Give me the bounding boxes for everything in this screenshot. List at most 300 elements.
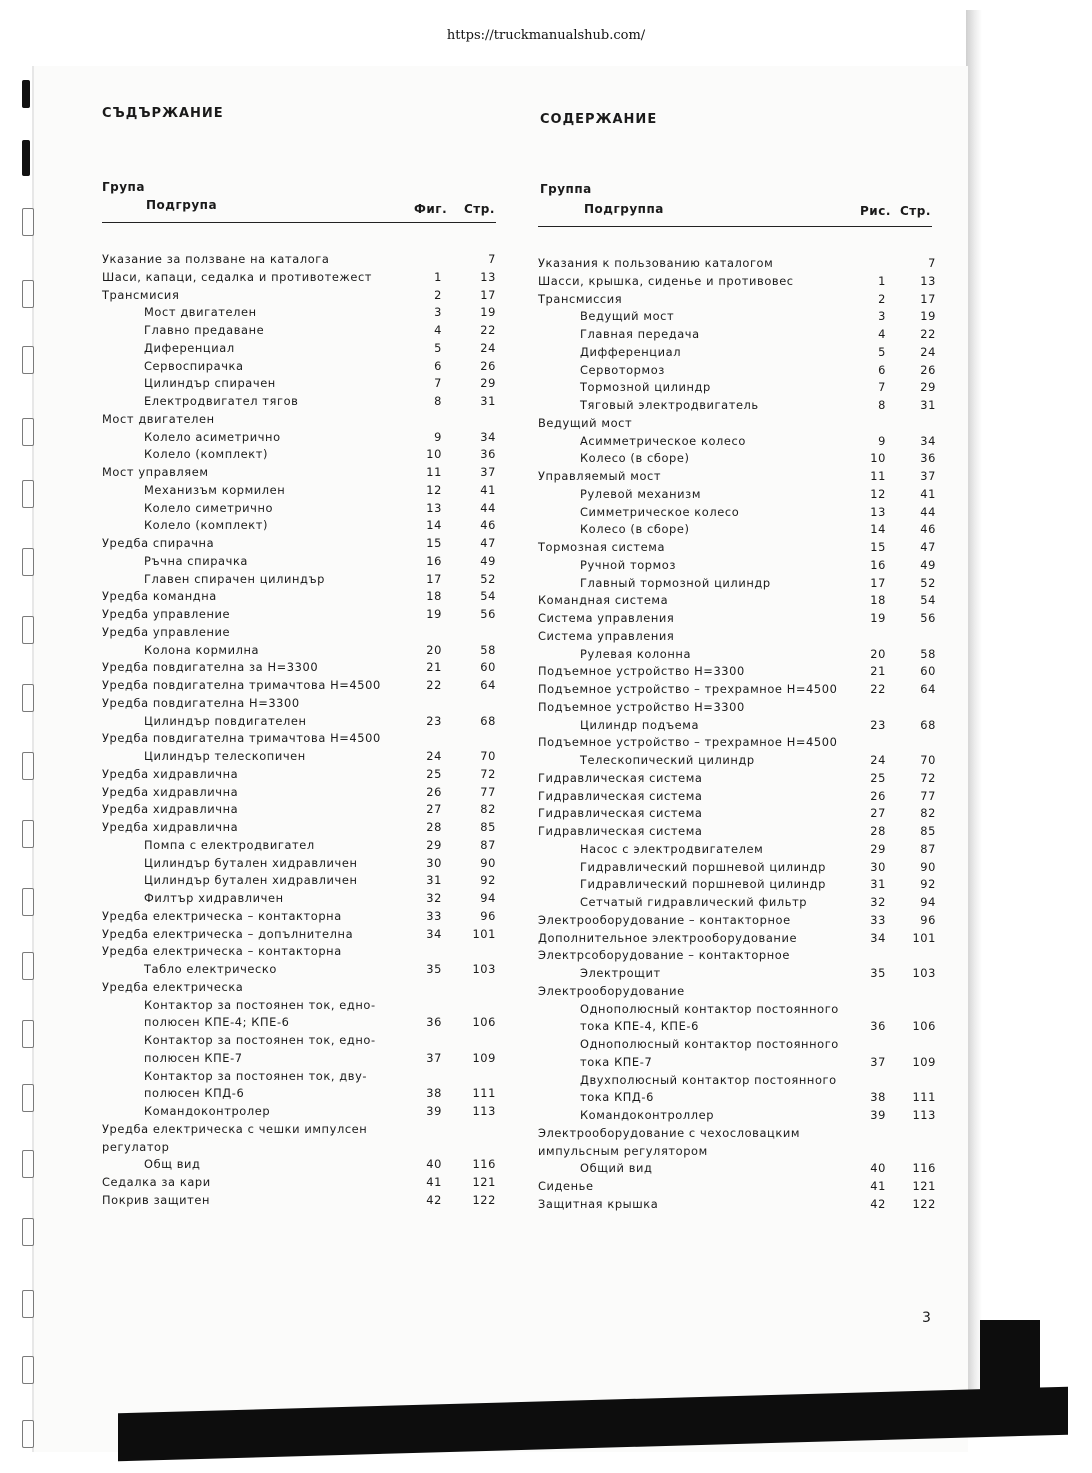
toc-entry-label: Общ вид	[144, 1157, 201, 1172]
toc-entry-page: 82	[480, 802, 496, 817]
toc-entry-figure: 41	[426, 1175, 442, 1189]
toc-entry-page: 68	[920, 717, 936, 732]
toc-entry-figure: 19	[870, 611, 886, 625]
toc-entry-label: Электрооборудование	[538, 983, 685, 998]
toc-entry-figure: 7	[434, 376, 442, 391]
toc-entry-label: Сервоспирачка	[144, 358, 244, 373]
toc-entry-page: 64	[480, 678, 496, 692]
toc-entry-label: Контактор за постоянен ток, дву-	[144, 1068, 368, 1083]
toc-entry-page: 106	[912, 1019, 936, 1034]
toc-entry-page: 70	[920, 753, 936, 767]
toc-entry-figure: 19	[426, 607, 442, 621]
toc-entry-figure: 27	[870, 806, 886, 821]
toc-entry-label: Трансмиссия	[538, 291, 623, 306]
toc-entry-label: Шаси, капаци, седалка и противотежест	[102, 269, 373, 284]
toc-entry-label: Гидравлическая система	[538, 806, 703, 821]
toc-entry-label: Гидравлическая система	[538, 788, 703, 803]
toc-entry-page: 44	[920, 504, 936, 519]
toc-entry-label: Общий вид	[580, 1161, 653, 1176]
scan-shadow-corner	[980, 1320, 1040, 1410]
binder-hole	[22, 616, 34, 644]
page-number: 3	[922, 1310, 931, 1326]
toc-entry-figure: 18	[870, 593, 886, 608]
toc-entry-figure: 8	[878, 398, 886, 412]
binder-hole	[22, 1084, 34, 1112]
toc-entry-page: 122	[912, 1196, 936, 1211]
toc-entry-figure: 6	[878, 362, 886, 377]
toc-entry-label: Уредба електрическа	[102, 979, 244, 994]
toc-entry-page: 122	[472, 1192, 496, 1207]
right-page-header: Стр.	[900, 204, 931, 218]
toc-entry-page: 103	[912, 966, 936, 980]
toc-entry-page: 54	[920, 593, 936, 608]
toc-entry-figure: 8	[434, 394, 442, 408]
toc-entry-page: 90	[480, 855, 496, 870]
toc-entry-label: Двухполюсный контактор постоянного	[580, 1072, 837, 1087]
toc-entry-figure: 16	[870, 557, 886, 572]
binder-hole	[22, 280, 34, 308]
toc-entry-page: 101	[472, 926, 496, 941]
paper-edge	[966, 10, 982, 1410]
toc-entry-label: Уредба електрическа – контакторна	[102, 944, 342, 959]
toc-entry-page: 36	[920, 451, 936, 466]
toc-entry-page: 82	[920, 806, 936, 821]
toc-entry-label: Гидравлический поршневой цилиндр	[580, 877, 826, 892]
toc-entry-label: Управляемый мост	[538, 469, 662, 483]
toc-entry-label: Колона кормилна	[144, 642, 260, 657]
toc-entry-page: 37	[480, 465, 496, 479]
toc-entry-label: Колело (комплект)	[144, 518, 268, 533]
toc-entry-figure: 29	[870, 841, 886, 856]
toc-entry-figure: 20	[426, 642, 442, 657]
left-fig-header: Фиг.	[414, 202, 448, 216]
toc-entry-figure: 26	[426, 784, 442, 799]
toc-entry-label: Уредба повдигателна за H=3300	[102, 660, 319, 675]
toc-entry-figure: 3	[878, 309, 886, 324]
toc-entry-page: 13	[920, 273, 936, 288]
toc-entry-label: Дополнительное электрооборудование	[538, 930, 798, 945]
binder-hole	[22, 1150, 34, 1178]
toc-entry-figure: 41	[870, 1179, 886, 1193]
toc-entry-figure: 38	[426, 1086, 442, 1101]
toc-entry-page: 49	[920, 557, 936, 572]
toc-entry-figure: 10	[426, 447, 442, 462]
toc-entry-label: Механизъм кормилен	[144, 482, 286, 497]
toc-entry-figure: 38	[870, 1090, 886, 1105]
toc-entry-figure: 1	[434, 269, 442, 284]
toc-entry-label: Мост двигателен	[102, 411, 215, 426]
toc-entry-figure: 22	[870, 682, 886, 696]
toc-entry-label: Подъемное устройство – трехрамное H=4500	[538, 735, 838, 750]
toc-entry-label: Уредба повдигателна тримачтова H=4500	[102, 678, 381, 692]
binder-hole	[22, 1218, 34, 1246]
toc-entry-page: 92	[480, 873, 496, 888]
toc-entry-figure: 6	[434, 358, 442, 373]
toc-entry-page: 116	[912, 1161, 936, 1176]
toc-entry-page: 72	[480, 766, 496, 781]
toc-entry-figure: 18	[426, 589, 442, 604]
toc-entry-label: Главно предаване	[144, 323, 265, 337]
binder-hole	[22, 140, 30, 176]
toc-entry-page: 47	[920, 540, 936, 554]
toc-entry-figure: 31	[426, 873, 442, 888]
toc-entry-figure: 25	[870, 770, 886, 785]
toc-entry-figure: 17	[870, 575, 886, 590]
toc-entry-label: Насос с электродвигателем	[580, 841, 764, 856]
toc-entry-label: Однополюсный контактор постоянного	[580, 1001, 839, 1016]
toc-entry-label: Гидравлический поршневой цилиндр	[580, 859, 826, 874]
toc-entry-figure: 12	[426, 482, 442, 497]
toc-entry-figure: 34	[426, 926, 442, 941]
toc-entry-figure: 13	[426, 500, 442, 515]
toc-entry-page: 87	[920, 841, 936, 856]
toc-entry-figure: 32	[870, 895, 886, 909]
toc-entry-label: полюсен КПЕ-7	[144, 1050, 243, 1065]
toc-entry-page: 111	[472, 1086, 496, 1101]
toc-entry-figure: 16	[426, 553, 442, 568]
toc-entry-figure: 24	[426, 749, 442, 763]
toc-entry-label: тока КПЕ-7	[580, 1054, 653, 1069]
toc-entry-page: 19	[480, 305, 496, 320]
toc-entry-label: Гидравлическая система	[538, 770, 703, 785]
toc-entry-page: 17	[480, 287, 496, 302]
binder-hole	[22, 1290, 34, 1318]
binder-hole	[22, 480, 34, 508]
toc-entry-figure: 27	[426, 802, 442, 817]
toc-entry-page: 121	[912, 1179, 936, 1193]
toc-entry-figure: 35	[426, 962, 442, 976]
binder-hole	[22, 346, 34, 374]
toc-entry-figure: 15	[870, 540, 886, 554]
toc-entry-page: 37	[920, 469, 936, 483]
toc-entry-label: Система управления	[538, 611, 675, 625]
right-group-header: Группа	[540, 182, 592, 196]
toc-entry-label: Тормозной цилиндр	[580, 380, 711, 395]
toc-entry-label: Ръчна спирачка	[144, 553, 249, 568]
toc-entry-figure: 9	[878, 433, 886, 448]
toc-entry-figure: 2	[878, 291, 886, 306]
toc-entry-figure: 37	[870, 1054, 886, 1069]
toc-entry-figure: 10	[870, 451, 886, 466]
toc-entry-label: Табло електрическо	[144, 962, 277, 976]
toc-entry-label: Сервотормоз	[580, 362, 665, 377]
toc-entry-label: Главен спирачен цилиндър	[144, 571, 325, 586]
toc-entry-label: Электрсоборудование – контакторное	[538, 948, 790, 963]
toc-entry-figure: 11	[870, 469, 886, 483]
toc-entry-figure: 34	[870, 930, 886, 945]
toc-entry-figure: 29	[426, 837, 442, 852]
toc-entry-label: Цилиндър повдигателен	[144, 713, 307, 728]
toc-entry-label: Уредба хидравлична	[102, 784, 239, 799]
toc-entry-label: Колесо (в сборе)	[580, 451, 690, 466]
toc-entry-figure: 25	[426, 766, 442, 781]
toc-entry-page: 26	[480, 358, 496, 373]
left-page-header: Стр.	[464, 202, 495, 216]
toc-entry-label: Филтър хидравличен	[144, 891, 284, 905]
toc-entry-label: Сиденье	[538, 1179, 594, 1193]
toc-entry-figure: 17	[426, 571, 442, 586]
toc-entry-page: 109	[912, 1054, 936, 1069]
toc-entry-figure: 7	[878, 380, 886, 395]
toc-entry-label: Электрощит	[580, 966, 661, 980]
toc-entry-figure: 42	[870, 1196, 886, 1211]
toc-entry-label: Уредба хидравлична	[102, 802, 239, 817]
toc-entry-page: 121	[472, 1175, 496, 1189]
toc-entry-label: Шасси, крышка, сиденье и противовес	[538, 273, 794, 288]
toc-entry-page: 113	[912, 1108, 936, 1122]
toc-entry-label: Уредба повдигателна H=3300	[102, 695, 300, 710]
toc-entry-figure: 23	[426, 713, 442, 728]
toc-entry-page: 52	[920, 575, 936, 590]
toc-entry-label: Главный тормозной цилиндр	[580, 575, 771, 590]
toc-entry-label: Симметрическое колесо	[580, 504, 740, 519]
toc-entry-page: 17	[920, 291, 936, 306]
toc-entry-figure: 37	[426, 1050, 442, 1065]
toc-entry-label: Колело асиметрично	[144, 429, 281, 444]
toc-entry-page: 7	[488, 252, 496, 266]
toc-entry-page: 56	[920, 611, 936, 625]
toc-entry-label: Уредба електрическа – контакторна	[102, 908, 342, 923]
toc-entry-label: Покрив защитен	[102, 1192, 211, 1207]
binder-hole	[22, 208, 34, 236]
toc-entry-figure: 3	[434, 305, 442, 320]
right-subgroup-header: Подгруппа	[584, 202, 664, 216]
binder-hole	[22, 80, 30, 108]
toc-entry-label: Седалка за кари	[102, 1175, 211, 1189]
toc-entry-figure: 4	[878, 327, 886, 341]
toc-entry-page: 26	[920, 362, 936, 377]
toc-entry-label: Цилиндър бутален хидравличен	[144, 873, 358, 888]
toc-entry-label: Помпа с електродвигател	[144, 837, 315, 852]
toc-entry-label: Защитная крышка	[538, 1196, 659, 1211]
toc-entry-figure: 15	[426, 536, 442, 550]
toc-entry-label: Гидравлическая система	[538, 824, 703, 838]
toc-entry-label: Тормозная система	[538, 540, 666, 554]
right-header-rule	[538, 226, 932, 227]
toc-entry-figure: 42	[426, 1192, 442, 1207]
toc-entry-label: Контактор за постоянен ток, едно-	[144, 997, 376, 1012]
toc-entry-page: 113	[472, 1104, 496, 1118]
toc-entry-page: 54	[480, 589, 496, 604]
toc-entry-figure: 28	[426, 820, 442, 834]
toc-entry-label: Цилиндър спирачен	[144, 376, 276, 391]
toc-entry-label: Телескопический цилиндр	[580, 753, 755, 767]
toc-entry-label: Трансмисия	[102, 287, 180, 302]
toc-entry-page: 96	[480, 908, 496, 923]
toc-entry-label: Указания к пользованию каталогом	[538, 256, 774, 270]
toc-entry-label: импульсным регулятором	[538, 1143, 708, 1158]
toc-entry-page: 94	[920, 895, 936, 909]
toc-entry-page: 49	[480, 553, 496, 568]
toc-entry-label: Уредба повдигателна тримачтова H=4500	[102, 731, 381, 746]
toc-entry-label: Тяговый электродвигатель	[580, 398, 759, 412]
toc-entry-label: Подъемное устройство H=3300	[538, 664, 745, 679]
toc-entry-page: 70	[480, 749, 496, 763]
right-heading: СОДЕРЖАНИЕ	[540, 112, 658, 127]
toc-entry-page: 60	[480, 660, 496, 675]
toc-entry-label: Ведущий мост	[538, 415, 633, 430]
toc-entry-figure: 2	[434, 287, 442, 302]
toc-entry-label: Рулевая колонна	[580, 646, 692, 661]
toc-entry-figure: 4	[434, 323, 442, 337]
toc-entry-page: 19	[920, 309, 936, 324]
toc-entry-figure: 5	[878, 344, 886, 359]
toc-entry-label: Подъемное устройство H=3300	[538, 699, 745, 714]
toc-entry-page: 103	[472, 962, 496, 976]
binder-hole	[22, 684, 34, 712]
toc-entry-page: 46	[480, 518, 496, 533]
toc-entry-page: 58	[920, 646, 936, 661]
toc-entry-page: 29	[920, 380, 936, 395]
toc-entry-label: Уредба електрическа – допълнителна	[102, 926, 354, 941]
toc-entry-label: Электрооборудование – контакторное	[538, 912, 791, 927]
toc-entry-page: 94	[480, 891, 496, 905]
right-fig-header: Рис.	[860, 204, 891, 218]
toc-entry-page: 68	[480, 713, 496, 728]
binder-hole	[22, 1420, 34, 1448]
toc-entry-page: 77	[920, 788, 936, 803]
toc-entry-page: 22	[480, 323, 496, 337]
toc-entry-figure: 24	[870, 753, 886, 767]
toc-entry-label: Мост управляем	[102, 465, 209, 479]
toc-entry-label: Уредба електрическа с чешки импулсен	[102, 1121, 368, 1136]
toc-entry-page: 85	[480, 820, 496, 834]
toc-entry-label: Електродвигател тягов	[144, 394, 299, 408]
toc-entry-figure: 36	[870, 1019, 886, 1034]
toc-entry-label: Рулевой механизм	[580, 486, 702, 501]
toc-entry-page: 7	[928, 256, 936, 270]
toc-entry-figure: 22	[426, 678, 442, 692]
toc-entry-figure: 21	[426, 660, 442, 675]
toc-entry-figure: 33	[426, 908, 442, 923]
toc-entry-label: Дифференциал	[580, 344, 682, 359]
toc-entry-page: 31	[480, 394, 496, 408]
toc-entry-label: Сетчатый гидравлический фильтр	[580, 895, 808, 909]
left-subgroup-header: Подгрупа	[146, 198, 218, 212]
toc-entry-label: Колесо (в сборе)	[580, 522, 690, 537]
binder-hole	[22, 1356, 34, 1384]
toc-entry-page: 13	[480, 269, 496, 284]
toc-entry-page: 34	[920, 433, 936, 448]
toc-entry-page: 64	[920, 682, 936, 696]
toc-entry-page: 109	[472, 1050, 496, 1065]
toc-entry-label: Диференциал	[144, 340, 235, 355]
toc-entry-page: 111	[912, 1090, 936, 1105]
toc-entry-figure: 33	[870, 912, 886, 927]
toc-entry-label: полюсен КПД-6	[144, 1086, 245, 1101]
source-url[interactable]: https://truckmanualshub.com/	[446, 28, 646, 43]
binder-hole	[22, 752, 34, 780]
toc-entry-label: Асимметрическое колесо	[580, 433, 746, 448]
toc-entry-figure: 31	[870, 877, 886, 892]
toc-entry-label: Ручной тормоз	[580, 557, 677, 572]
toc-entry-page: 47	[480, 536, 496, 550]
toc-entry-page: 46	[920, 522, 936, 537]
toc-entry-figure: 11	[426, 465, 442, 479]
toc-entry-label: Уредба хидравлична	[102, 820, 239, 834]
toc-entry-figure: 1	[878, 273, 886, 288]
toc-entry-figure: 28	[870, 824, 886, 838]
toc-entry-page: 85	[920, 824, 936, 838]
toc-entry-page: 96	[920, 912, 936, 927]
toc-entry-page: 22	[920, 327, 936, 341]
toc-entry-page: 101	[912, 930, 936, 945]
toc-entry-page: 72	[920, 770, 936, 785]
toc-entry-figure: 40	[870, 1161, 886, 1176]
toc-entry-page: 29	[480, 376, 496, 391]
toc-entry-figure: 23	[870, 717, 886, 732]
toc-entry-label: Цилиндър бутален хидравличен	[144, 855, 358, 870]
toc-entry-label: тока КПЕ-4, КПЕ-6	[580, 1019, 699, 1034]
toc-entry-label: Контактор за постоянен ток, едно-	[144, 1033, 376, 1047]
left-header-rule	[102, 222, 496, 223]
toc-entry-page: 90	[920, 859, 936, 874]
toc-entry-page: 106	[472, 1015, 496, 1030]
left-group-header: Група	[102, 180, 145, 194]
toc-entry-label: Указание за ползване на каталога	[102, 252, 330, 266]
toc-entry-label: Колело симетрично	[144, 500, 274, 515]
toc-entry-label: Ведущий мост	[580, 309, 675, 324]
binder-hole	[22, 1020, 34, 1048]
toc-entry-figure: 40	[426, 1157, 442, 1172]
toc-entry-label: Однополюсный контактор постоянного	[580, 1037, 839, 1051]
toc-entry-figure: 20	[870, 646, 886, 661]
toc-entry-page: 58	[480, 642, 496, 657]
toc-entry-page: 36	[480, 447, 496, 462]
toc-entry-figure: 13	[870, 504, 886, 519]
toc-entry-page: 41	[920, 486, 936, 501]
toc-entry-label: Колело (комплект)	[144, 447, 268, 462]
toc-entry-figure: 12	[870, 486, 886, 501]
binder-hole	[22, 548, 34, 576]
toc-entry-figure: 14	[426, 518, 442, 533]
toc-entry-page: 24	[480, 340, 496, 355]
toc-entry-page: 31	[920, 398, 936, 412]
toc-entry-label: Уредба хидравлична	[102, 766, 239, 781]
left-heading: СЪДЪРЖАНИЕ	[102, 106, 224, 121]
toc-entry-label: Уредба командна	[102, 589, 217, 604]
toc-entry-figure: 5	[434, 340, 442, 355]
toc-entry-label: Уредба управление	[102, 624, 231, 639]
toc-entry-figure: 9	[434, 429, 442, 444]
toc-entry-page: 116	[472, 1157, 496, 1172]
binder-hole	[22, 888, 34, 916]
toc-entry-label: Цилиндр подъема	[580, 717, 700, 732]
toc-entry-figure: 39	[426, 1104, 442, 1118]
toc-entry-label: тока КПД-6	[580, 1090, 654, 1105]
toc-entry-figure: 14	[870, 522, 886, 537]
toc-entry-label: Цилиндър телескопичен	[144, 749, 306, 763]
toc-entry-page: 60	[920, 664, 936, 679]
toc-entry-label: полюсен КПЕ-4; КПЕ-6	[144, 1015, 290, 1030]
toc-entry-page: 92	[920, 877, 936, 892]
toc-entry-page: 24	[920, 344, 936, 359]
toc-entry-page: 87	[480, 837, 496, 852]
toc-entry-figure: 36	[426, 1015, 442, 1030]
toc-entry-figure: 32	[426, 891, 442, 905]
toc-entry-figure: 30	[426, 855, 442, 870]
toc-entry-label: регулатор	[102, 1139, 170, 1154]
toc-entry-figure: 35	[870, 966, 886, 980]
toc-entry-label: Главная передача	[580, 327, 700, 341]
toc-entry-figure: 30	[870, 859, 886, 874]
binder-hole	[22, 418, 34, 446]
binder-hole	[22, 952, 34, 980]
toc-entry-figure: 21	[870, 664, 886, 679]
toc-entry-label: Командоконтролер	[144, 1104, 271, 1118]
toc-entry-label: Командная система	[538, 593, 669, 608]
toc-entry-label: Электрооборудование с чехословацким	[538, 1125, 801, 1140]
